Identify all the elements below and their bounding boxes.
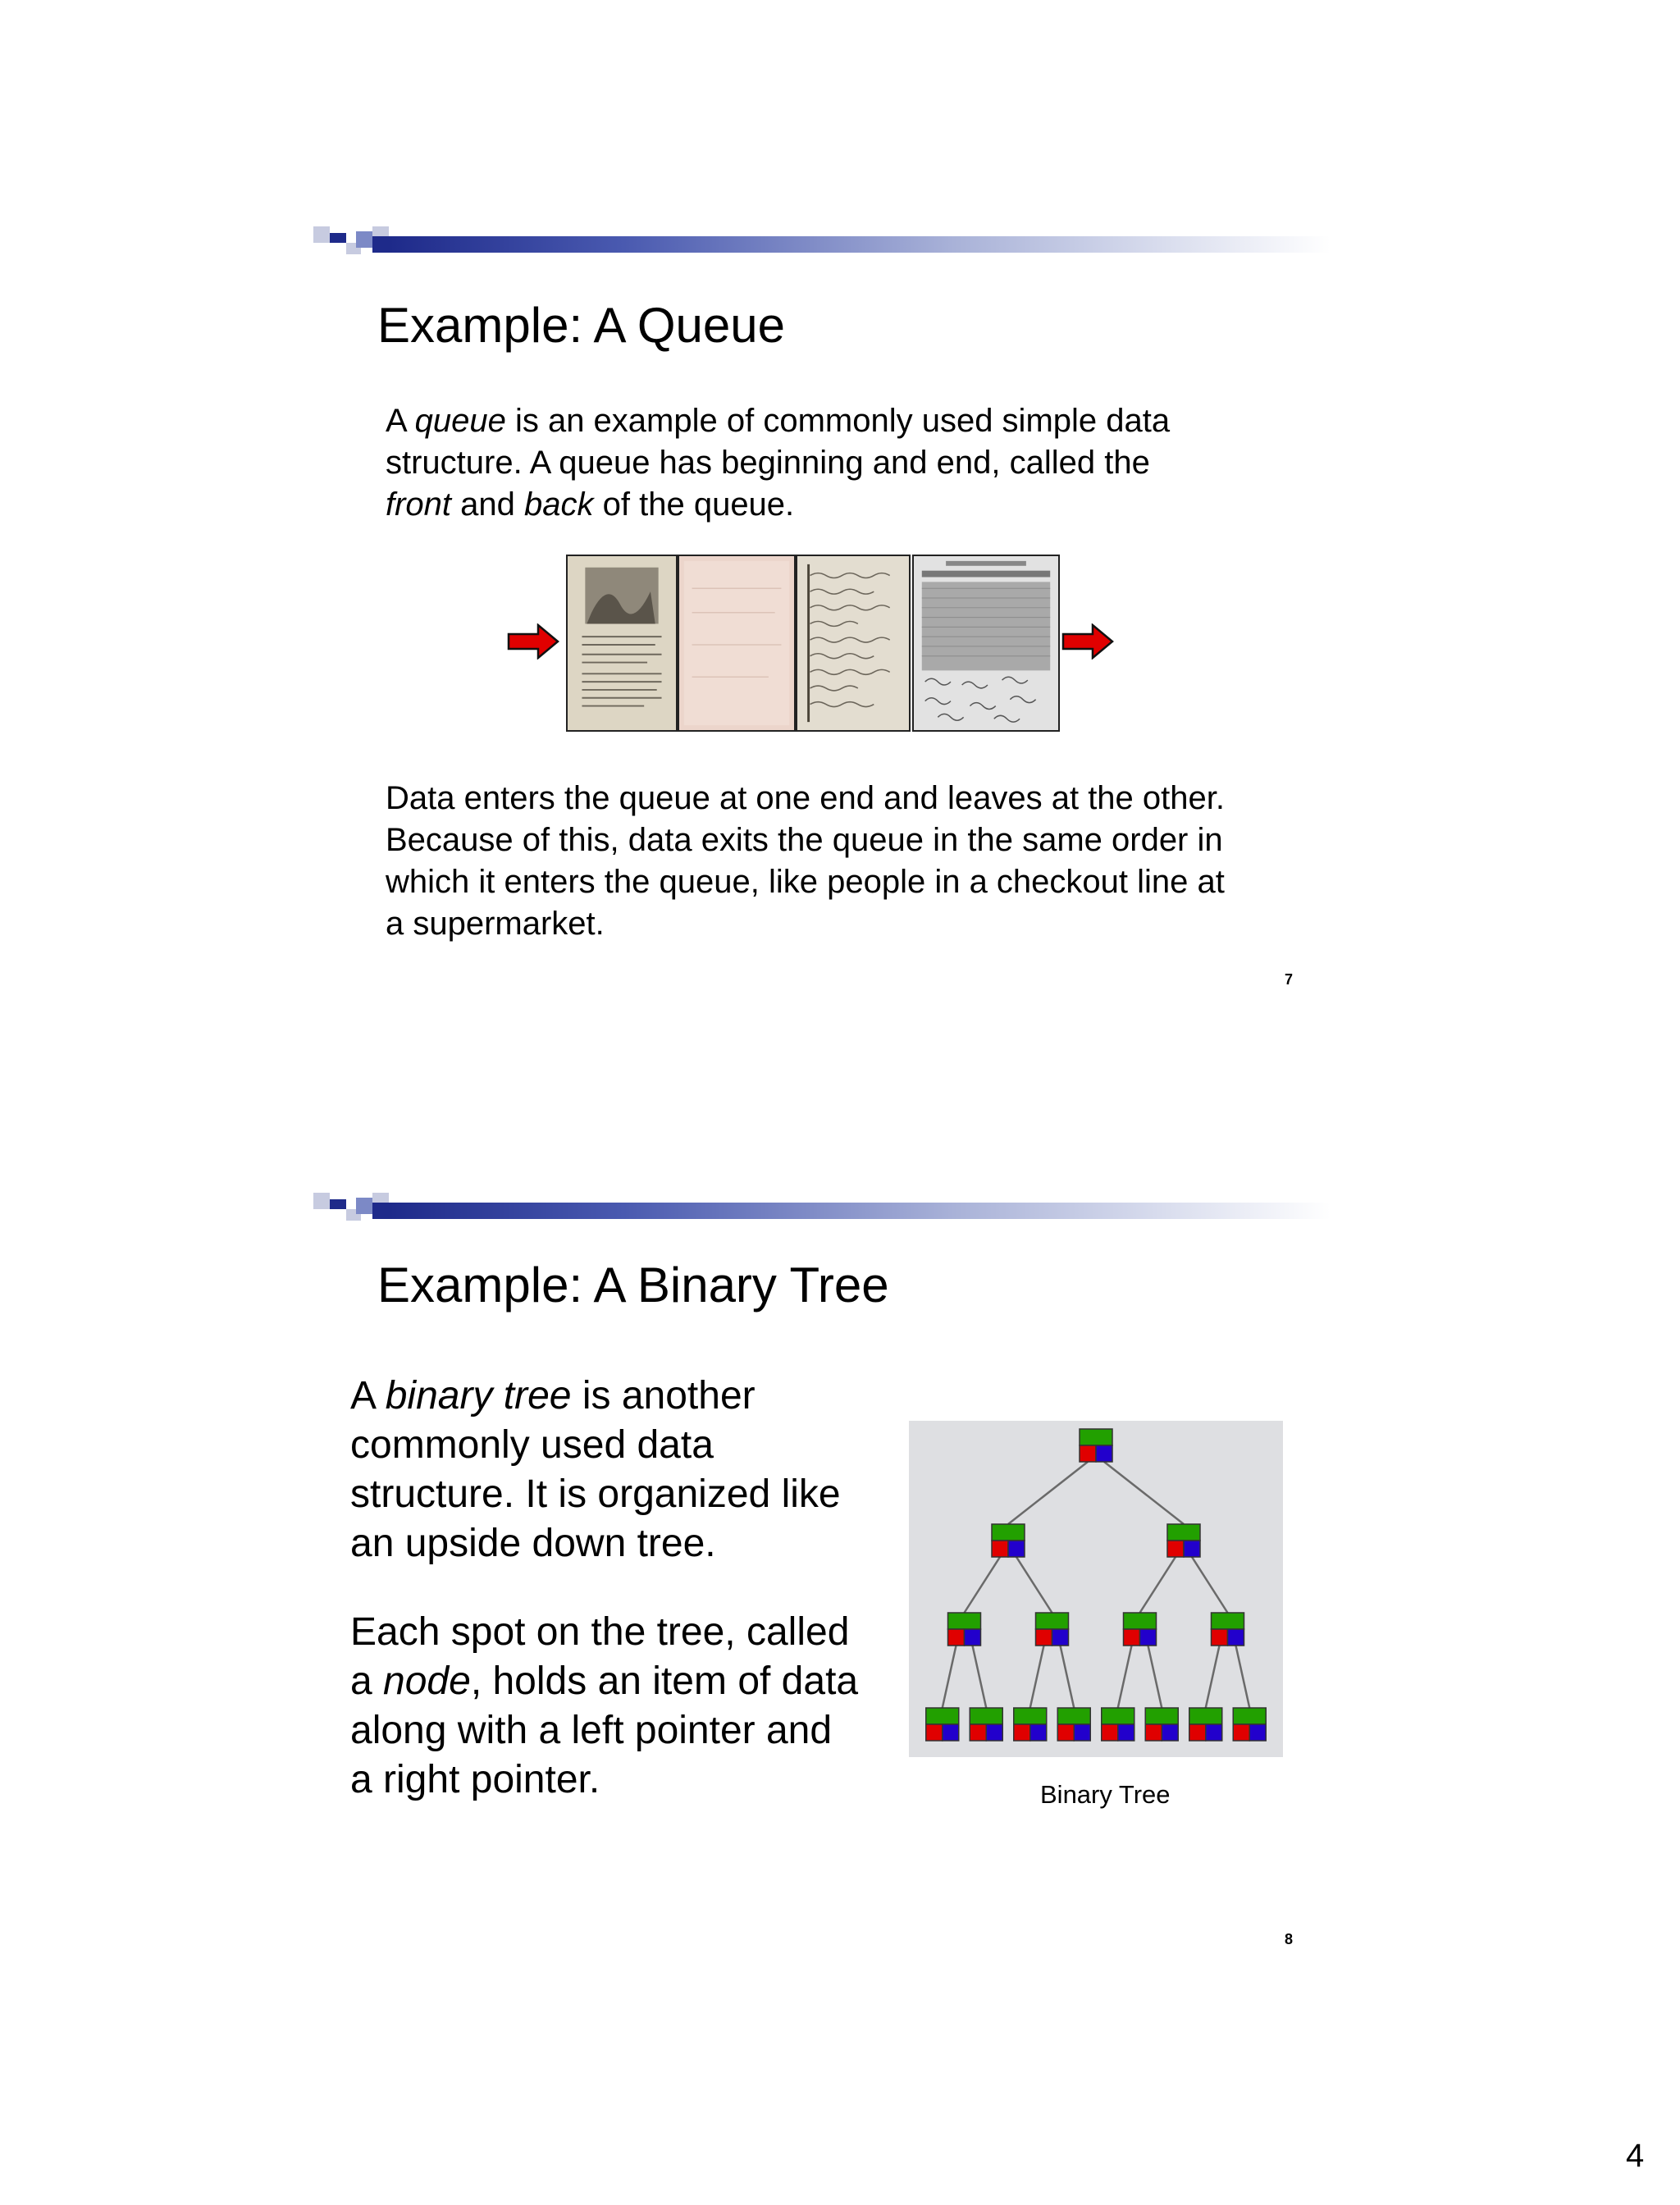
binary-tree-definition-text: A binary tree is another commonly used data structure. It is organized like an upside down tree. (350, 1374, 841, 1565)
tree-node (1036, 1613, 1069, 1646)
tree-edge (1192, 1557, 1228, 1613)
exit-arrow-icon (1061, 623, 1114, 660)
sheet-number: 4 (1626, 2138, 1645, 2174)
tree-node (992, 1524, 1025, 1557)
page-number: 8 (1285, 1931, 1294, 1947)
engraved-document-icon (568, 556, 676, 730)
italic-term: queue (414, 403, 506, 439)
tree-node (1233, 1708, 1266, 1741)
queue-definition-text: A queue is an example of commonly used simple data structure. A queue has beginning and end, called the front and back of the queue. (386, 403, 1171, 523)
queue-illustration (507, 555, 1114, 735)
tree-node (1124, 1613, 1157, 1646)
tree-node (1189, 1708, 1222, 1741)
tree-node (1145, 1708, 1178, 1741)
title-decoration-band (313, 1193, 1331, 1227)
tree-edge (1016, 1557, 1052, 1613)
tree-node (948, 1613, 981, 1646)
band-squares-icon (313, 1193, 389, 1227)
queue-behavior-text: Data enters the queue at one end and leaves at the other. Because of this, data exits the queue in the same order in which it enters the queue, like people in a checkout line at a supermarket. (386, 780, 1225, 942)
tree-edge (973, 1646, 987, 1708)
tree-edge (1140, 1557, 1176, 1613)
italic-term: node (383, 1659, 471, 1703)
italic-term: binary tree (385, 1374, 572, 1418)
tree-edge (965, 1557, 1001, 1613)
slide-title: Example: A Binary Tree (377, 1258, 889, 1312)
band-squares-icon (313, 226, 389, 261)
queue-document-1 (566, 555, 678, 732)
tree-node (1212, 1613, 1244, 1646)
slide-queue (0, 0, 1680, 1099)
tree-edge (1236, 1646, 1250, 1708)
tree-edge (1061, 1646, 1075, 1708)
printed-declaration-icon (914, 556, 1058, 730)
tree-node (1102, 1708, 1134, 1741)
tree-node (1080, 1429, 1112, 1462)
tree-node (1167, 1524, 1200, 1557)
tree-edge (1206, 1646, 1220, 1708)
title-decoration-band (313, 226, 1331, 261)
tree-node (970, 1708, 1002, 1741)
tree-edge (1118, 1646, 1132, 1708)
slide-title: Example: A Queue (377, 298, 785, 353)
handwritten-document-icon (797, 556, 909, 730)
slide-binary-tree (0, 1099, 1680, 2166)
tree-edge (1104, 1462, 1184, 1524)
figure-caption: Binary Tree (1040, 1780, 1171, 1809)
band-gradient-line (389, 236, 1331, 253)
italic-term: back (524, 486, 594, 523)
enter-arrow-icon (507, 623, 559, 660)
band-gradient-line (389, 1203, 1331, 1219)
queue-document-3 (796, 555, 911, 732)
node-description-text: Each spot on the tree, called a node, holds an item of data along with a left pointer and a right pointer. (350, 1610, 859, 1801)
tree-edge (1030, 1646, 1044, 1708)
page-number: 7 (1285, 971, 1294, 988)
tree-node (1014, 1708, 1047, 1741)
tree-edge (1148, 1646, 1162, 1708)
queue-document-4 (912, 555, 1060, 732)
tree-edge (943, 1646, 956, 1708)
tree-node (926, 1708, 959, 1741)
tree-node (1057, 1708, 1090, 1741)
faded-document-icon (679, 556, 794, 730)
binary-tree-diagram (909, 1421, 1283, 1757)
binary-tree-figure (909, 1421, 1283, 1757)
tree-edge (1008, 1462, 1088, 1524)
queue-document-2 (678, 555, 796, 732)
italic-term: front (386, 486, 452, 523)
